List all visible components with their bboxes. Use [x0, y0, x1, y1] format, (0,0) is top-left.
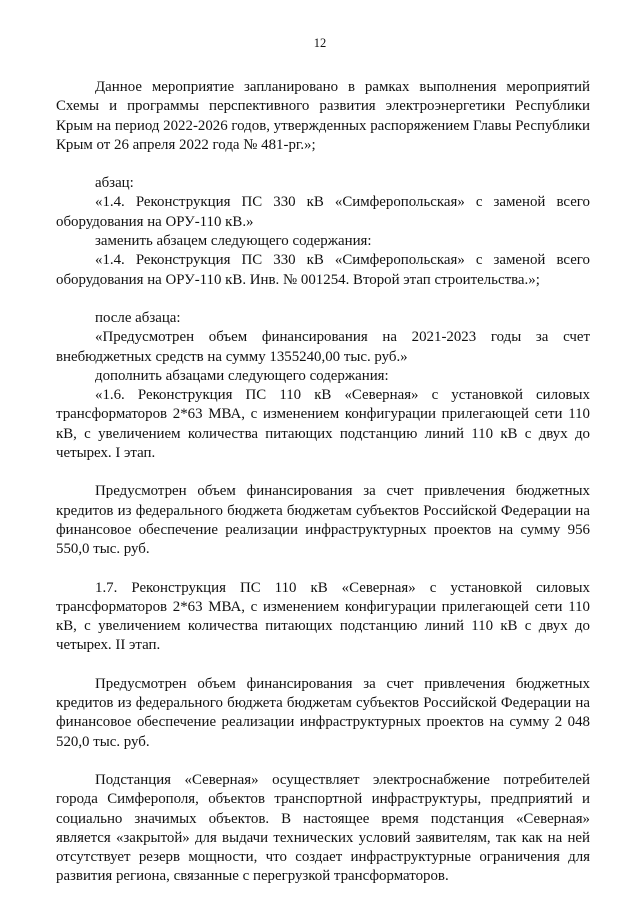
paragraph-replace-instruction: заменить абзацем следующего содержания:: [95, 233, 372, 250]
paragraph-funding-2021-2023: «Предусмотрен объем финансирования на 2021-2023 годы за счет внебюджетных средств на сумму 1355240,00 тыс. руб.»: [56, 329, 590, 365]
page-number: 12: [313, 36, 327, 50]
paragraph-funding-stage-1: Предусмотрен объем финансирования за счет привлечения бюджетных кредитов из федерального бюджета бюджетам субъектов Российской Федерации на финансовое обеспечение реализации инфраструктурных проектов на сумму 956 550,0 тыс. руб.: [56, 483, 590, 558]
document-body: [56, 78, 590, 887]
paragraph-event-plan: Данное мероприятие запланировано в рамках выполнения мероприятий Схемы и программы перспективного развития электроэнергетики Республики Крым на период 2022-2026 годов, утвержденных распоряжением Главы Республики Крым от 26 апреля 2022 года № 481-рг.»;: [56, 79, 590, 153]
paragraph-after-label: после абзаца:: [95, 309, 181, 326]
paragraph-abzac-label: абзац:: [95, 175, 134, 192]
paragraph-item-1-6: «1.6. Реконструкция ПС 110 кВ «Северная» с установкой силовых трансформаторов 2*63 МВА, с изменением конфигурации прилегающей сети 110 кВ, с увеличением количества питающих подстанцию линий 110 кВ с двух до четырех. I этап.: [56, 387, 590, 462]
paragraph-item-1-4-old: «1.4. Реконструкция ПС 330 кВ «Симферопольская» с заменой всего оборудования на ОРУ-110 кВ.»: [56, 194, 590, 230]
paragraph-item-1-7: 1.7. Реконструкция ПС 110 кВ «Северная» с установкой силовых трансформаторов 2*63 МВА, с изменением конфигурации прилегающей сети 110 кВ, с увеличением количества питающих подстанцию линий 110 кВ с двух до четырех. II этап.: [56, 579, 590, 654]
paragraph-funding-stage-2: Предусмотрен объем финансирования за счет привлечения бюджетных кредитов из федерального бюджета бюджетам субъектов Российской Федерации на финансовое обеспечение реализации инфраструктурных проектов на сумму 2 048 520,0 тыс. руб.: [56, 675, 590, 750]
paragraph-substation-description: Подстанция «Северная» осуществляет электроснабжение потребителей города Симферополя, объектов транспортной инфраструктуры, предприятий и социально значимых объектов. В настоящее время подстанция «Северная» является «закрытой» для выдачи технических условий заявителям, так как на ней отсутствует резерв мощности, что создает инфраструктурные ограничения для развития региона, связанные с перегрузкой трансформаторов.: [56, 771, 590, 885]
paragraph-item-1-4-new: «1.4. Реконструкция ПС 330 кВ «Симферопольская» с заменой всего оборудования на ОРУ-110 кВ. Инв. № 001254. Второй этап строительства.»;: [56, 252, 590, 288]
paragraph-add-instruction: дополнить абзацами следующего содержания:: [95, 367, 389, 384]
